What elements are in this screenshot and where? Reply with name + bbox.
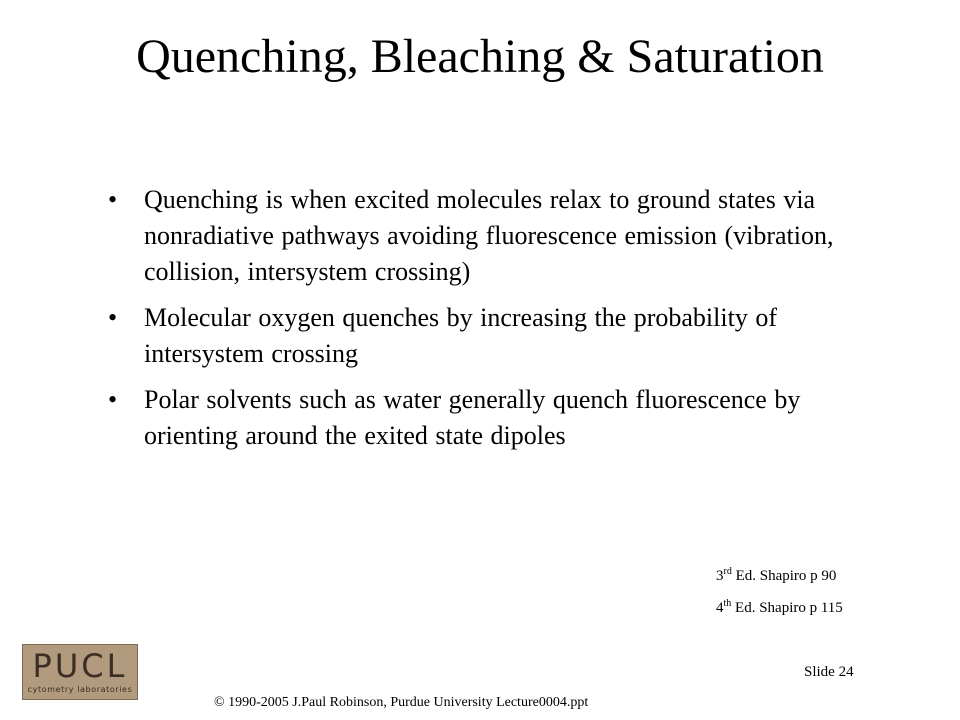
bullet-list [100,182,900,464]
bullet-symbol: • [108,185,118,214]
edition-suffix: rd [723,566,732,577]
bullet-text: Quenching is when excited molecules relax to ground states via nonradiative pathways avoiding fluorescence emission (vibration, collision, intersystem crossing) [144,185,834,286]
logo-subtitle: cytometry laboratories [27,685,133,694]
bullet-item [100,182,900,290]
copyright-footer: © 1990-2005 J.Paul Robinson, Purdue University Lecture0004.ppt [214,695,589,710]
bullet-text: Molecular oxygen quenches by increasing the probability of intersystem crossing [144,303,777,368]
reference-line [716,558,843,590]
bullet-symbol: • [108,303,118,332]
edition-number: 3 [716,568,724,584]
reference-notes [716,558,843,622]
bullet-item [100,382,900,454]
bullet-text: Polar solvents such as water generally quench fluorescence by orienting around the exited state dipoles [144,385,801,450]
bullet-item [100,300,900,372]
logo-letters: PUCL [32,647,128,685]
slide-title: Quenching, Bleaching & Saturation [136,30,824,83]
reference-text: Ed. Shapiro p 90 [735,568,837,584]
edition-number: 4 [716,600,724,616]
slide-number: Slide 24 [804,664,854,680]
edition-suffix: th [723,598,732,609]
pucl-logo [22,644,138,700]
reference-text: Ed. Shapiro p 115 [735,600,843,616]
reference-line [716,590,843,622]
bullet-symbol: • [108,385,118,414]
